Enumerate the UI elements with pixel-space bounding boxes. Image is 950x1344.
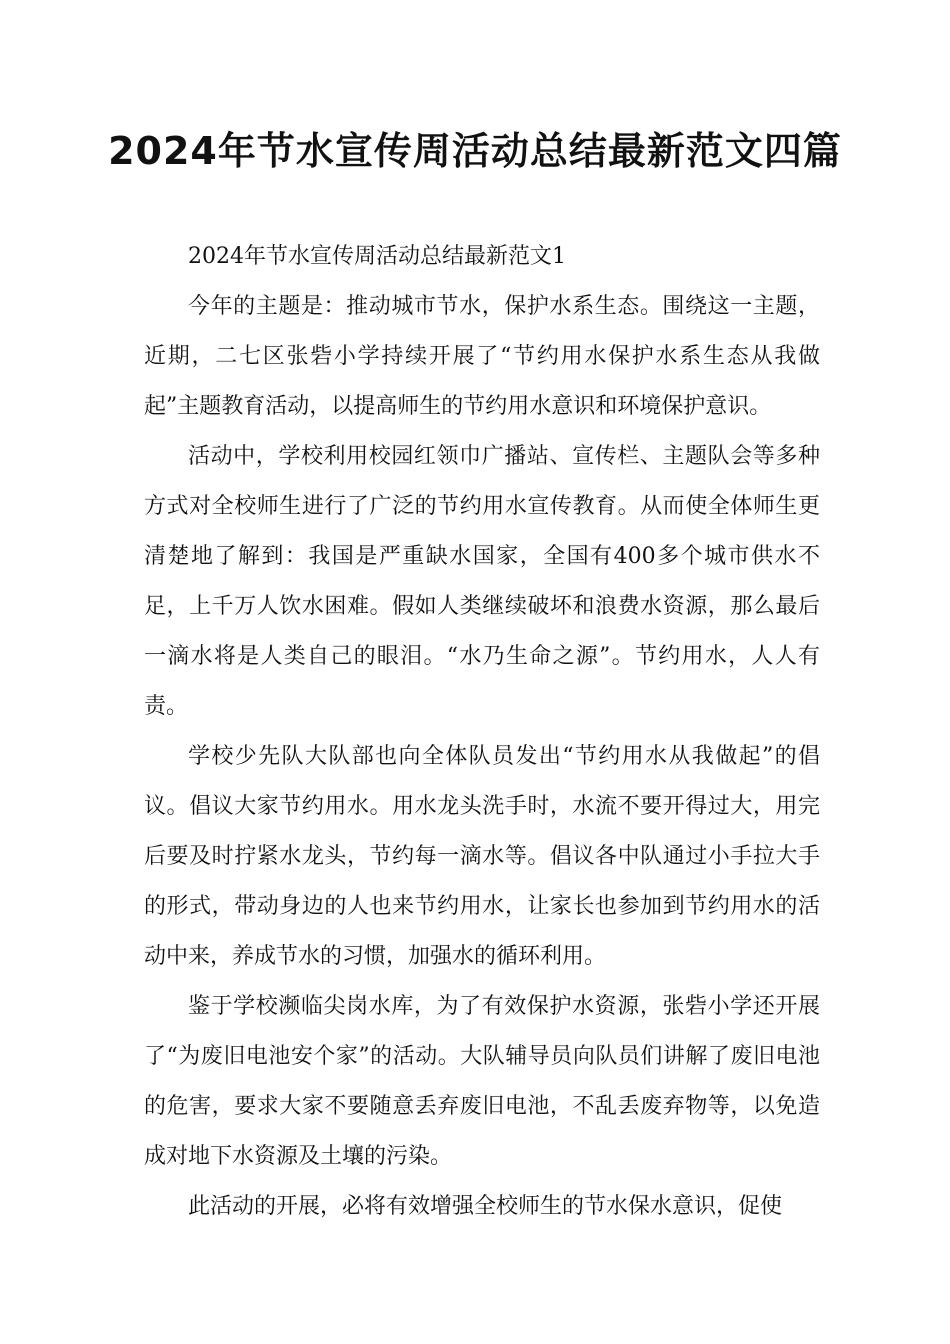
section-heading: 2024年节水宣传周活动总结最新范文1 [188,244,566,269]
paragraph: 学校少先队大队部也向全体队员发出“节约用水从我做起”的倡议。倡议大家节约用水。用水龙头洗手时，水流不要开得过大，用完后要及时拧紧水龙头，节约每一滴水等。倡议各中队通过小手拉大手的形式，带动身边的人也来节约用水，让家长也参加到节约用水的活动中来，养成节水的习惯，加强水的循环利用。 [144,744,820,969]
paragraph: 今年的主题是：推动城市节水，保护水系生态。围绕这一主题，近期，二七区张砦小学持续开展了“节约用水保护水系生态从我做起”主题教育活动，以提高师生的节约用水意识和环境保护意识。 [144,294,820,419]
paragraph: 此活动的开展，必将有效增强全校师生的节水保水意识，促使 [188,1194,783,1219]
paragraph: 活动中，学校利用校园红领巾广播站、宣传栏、主题队会等多种方式对全校师生进行了广泛的节约用水宣传教育。从而使全体师生更清楚地了解到：我国是严重缺水国家，全国有400多个城市供水不足，上千万人饮水困难。假如人类继续破坏和浪费水资源，那么最后一滴水将是人类自己的眼泪。“水乃生命之源”。节约用水，人人有责。 [144,444,820,719]
document-title: 2024年节水宣传周活动总结最新范文四篇 [108,129,842,173]
paragraph: 鉴于学校濒临尖岗水库，为了有效保护水资源，张砦小学还开展了“为废旧电池安个家”的活动。大队辅导员向队员们讲解了废旧电池的危害，要求大家不要随意丢弃废旧电池，不乱丢废弃物等，以免造成对地下水资源及土壤的污染。 [144,994,820,1169]
document-body [144,232,820,1232]
